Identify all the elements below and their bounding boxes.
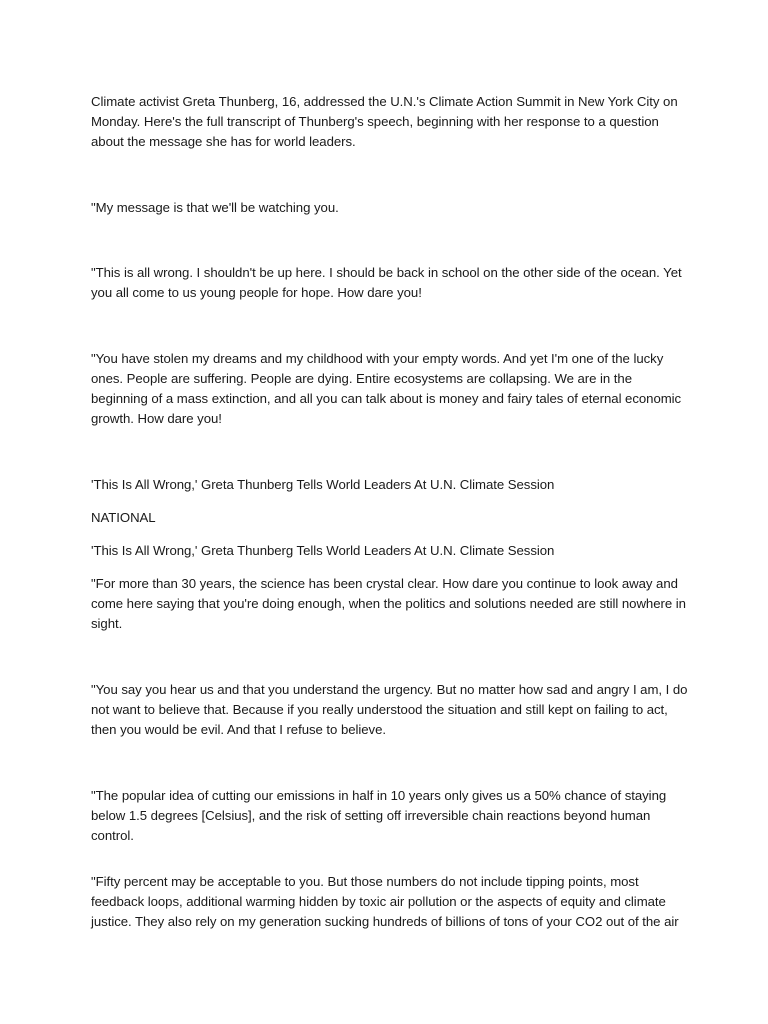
speech-paragraph-all-wrong: "This is all wrong. I shouldn't be up here. I should be back in school on the other side of the ocean. Yet you all come to us young people for hope. How dare you! (91, 265, 682, 300)
section-label: NATIONAL (91, 510, 156, 525)
speech-paragraph-fifty-percent: "Fifty percent may be acceptable to you. But those numbers do not include tipping points, most feedback loops, additional warming hidden by toxic air pollution or the aspects of equity and climate justice. They also rely on my generation sucking hundreds of billions of tons of your CO2 out of the air (91, 874, 679, 929)
speech-paragraph-stolen-dreams: "You have stolen my dreams and my childhood with your empty words. And yet I'm one of the lucky ones. People are suffering. People are dying. Entire ecosystems are collapsing. We are in the beginning of a mass extinction, and all you can talk about is money and fairy tales of eternal economic growth. How dare you! (91, 351, 682, 426)
speech-paragraph-science: "For more than 30 years, the science has been crystal clear. How dare you continue to look away and come here saying that you're doing enough, when the politics and solutions needed are still nowhere in sight. (91, 576, 686, 631)
speech-paragraph-urgency: "You say you hear us and that you understand the urgency. But no matter how sad and angry I am, I do not want to believe that. Because if you really understood the situation and still kept on failing to act, then you would be evil. And that I refuse to believe. (91, 682, 688, 737)
related-headline-2: 'This Is All Wrong,' Greta Thunberg Tells World Leaders At U.N. Climate Session (91, 543, 555, 558)
speech-paragraph-watching: "My message is that we'll be watching you. (91, 200, 339, 215)
intro-paragraph: Climate activist Greta Thunberg, 16, addressed the U.N.'s Climate Action Summit in New York City on Monday. Here's the full transcript of Thunberg's speech, beginning with her response to a question about the message she has for world leaders. (91, 94, 678, 149)
speech-paragraph-emissions: "The popular idea of cutting our emissions in half in 10 years only gives us a 50% chance of staying below 1.5 degrees [Celsius], and the risk of setting off irreversible chain reactions beyond human control. (91, 788, 667, 843)
related-headline-1: 'This Is All Wrong,' Greta Thunberg Tells World Leaders At U.N. Climate Session (91, 477, 555, 492)
